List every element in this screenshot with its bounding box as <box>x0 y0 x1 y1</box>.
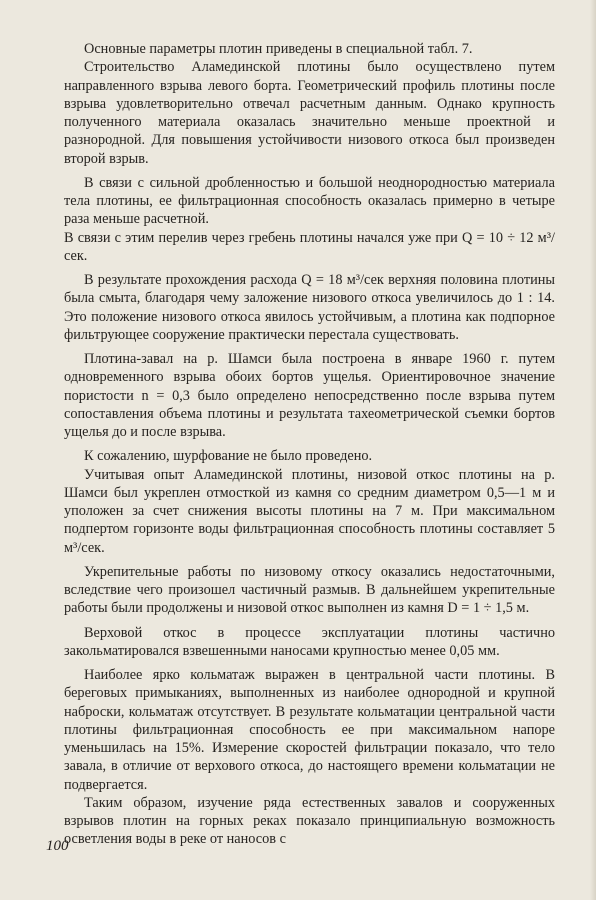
page-edge-shadow <box>590 0 596 900</box>
paragraph-3: В связи с сильной дробленностью и большой неоднородностью материала тела плотины, ее фильтрационная способность оказалась примерно в четыре раза меньше расчетной. <box>64 174 555 228</box>
body-text <box>64 40 555 849</box>
paragraph-12: Таким образом, изучение ряда естественных завалов и сооруженных взрывов плотин на горных реках показало принципиальную возможность осветления воды в реке от наносов с <box>64 794 555 848</box>
paragraph-10: Верховой откос в процессе эксплуатации плотины частично закольматировался взвешенными наносами крупностью менее 0,05 мм. <box>64 624 555 659</box>
paragraph-4: В связи с этим перелив через гребень плотины начался уже при Q = 10 ÷ 12 м³/сек. <box>64 229 555 264</box>
paragraph-6: Плотина-завал на р. Шамси была построена в январе 1960 г. путем одновременного взрыва обоих бортов ущелья. Ориентировочное значение пористости n = 0,3 было определено непосредственно после взрыва путем сопоставления объема плотины и результата тахеометрической съемки бортов ущелья до и после взрыва. <box>64 351 555 440</box>
paragraph-8: Учитывая опыт Аламединской плотины, низовой откос плотины на р. Шамси был укреплен отмосткой из камня со средним диаметром 0,5—1 м и уположен за счет снижения высоты плотины на 7 м. При максимальном подпертом горизонте воды фильтрационная способность плотины составляет 5 м³/сек. <box>64 466 555 556</box>
paragraph-5: В результате прохождения расхода Q = 18 м³/сек верхняя половина плотины была смыта, благодаря чему заложение низового откоса увеличилось до 1 : 14. Это положение низового откоса явилось устойчивым, а плотина как подпорное фильтрующее сооружение практически перестала существовать. <box>64 272 555 343</box>
page-number: 100 <box>46 838 69 854</box>
paragraph-2: Строительство Аламединской плотины было осуществлено путем направленного взрыва левого борта. Геометрический профиль плотины после взрыва удовлетворительно отвечал расчетным данным. Однако крупность полученного материала оказалась значительно меньше проектной и разнородной. Для повышения устойчивости низового откоса был произведен второй взрыв. <box>64 59 555 167</box>
paragraph-11: Наиболее ярко кольматаж выражен в центральной части плотины. В береговых примыканиях, выполненных из наиболее однородной и крупной наброски, кольматаж отсутствует. В результате кольматации центральной части плотины фильтрационная способность ее при максимальном напоре уменьшилась на 15%. Измерение скоростей фильтрации показало, что тело завала, в отличие от верхового откоса, до настоящего времени кольматации не подвергается. <box>64 667 555 793</box>
paragraph-9: Укрепительные работы по низовому откосу оказались недостаточными, вследствие чего произошел частичный размыв. В дальнейшем укрепительные работы были продолжены и низовой откос выполнен из камня D = 1 ÷ 1,5 м. <box>64 563 555 617</box>
paragraph-7: К сожалению, шурфование не было проведено. <box>84 448 373 465</box>
paragraph-1: Основные параметры плотин приведены в специальной табл. 7. <box>84 41 473 57</box>
